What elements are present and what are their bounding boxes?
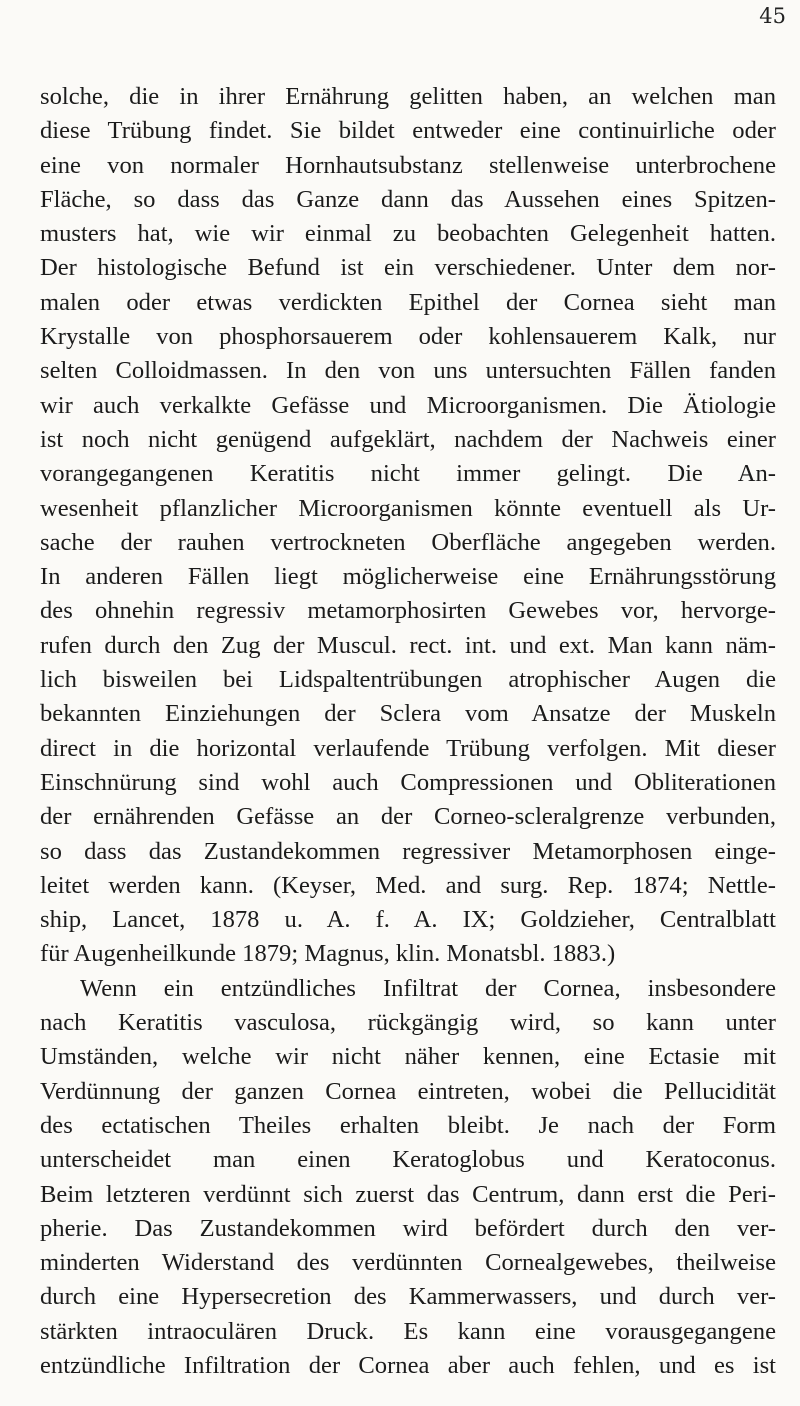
text-line: direct in die horizontal verlaufende Trübung verfolgen. Mit dieser [40,734,776,762]
body-text [40,80,776,1383]
text-line: ship, Lancet, 1878 u. A. f. A. IX; Goldzieher, Centralblatt [40,906,776,934]
text-line: wir auch verkalkte Gefässe und Microorganismen. Die Ätiologie [40,391,776,419]
text-line: des ectatischen Theiles erhalten bleibt. Je nach der Form [40,1111,776,1139]
text-line: Wenn ein entzündliches Infiltrat der Cornea, insbesondere [80,974,776,1002]
text-line: malen oder etwas verdickten Epithel der Cornea sieht man [40,288,776,316]
page-number: 45 [759,4,786,28]
text-line: selten Colloidmassen. In den von uns untersuchten Fällen fanden [40,357,776,385]
text-line: Umständen, welche wir nicht näher kennen, eine Ectasie mit [40,1043,776,1071]
text-line: solche, die in ihrer Ernährung gelitten haben, an welchen man [40,83,776,110]
text-line: rufen durch den Zug der Muscul. rect. int. und ext. Man kann näm- [40,631,776,659]
text-line: so dass das Zustandekommen regressiver Metamorphosen einge- [40,837,776,865]
text-line: wesenheit pflanzlicher Microorganismen könnte eventuell als Ur- [40,494,776,522]
text-line: In anderen Fällen liegt möglicherweise eine Ernährungsstörung [40,563,776,591]
text-line: Fläche, so dass das Ganze dann das Aussehen eines Spitzen- [40,185,776,213]
text-line: vorangegangenen Keratitis nicht immer gelingt. Die An- [40,460,776,488]
text-line: des ohnehin regressiv metamorphosirten Gewebes vor, hervorge- [40,597,776,625]
text-line: Krystalle von phosphorsauerem oder kohlensauerem Kalk, nur [40,323,776,351]
text-line: diese Trübung findet. Sie bildet entweder eine continuirliche oder [40,117,776,145]
text-line: leitet werden kann. (Keyser, Med. and surg. Rep. 1874; Nettle- [40,871,776,899]
text-line: pherie. Das Zustandekommen wird befördert durch den ver- [40,1214,776,1242]
text-line: nach Keratitis vasculosa, rückgängig wird, so kann unter [40,1009,776,1037]
text-line: Verdünnung der ganzen Cornea eintreten, wobei die Pellucidität [40,1077,776,1105]
text-line: minderten Widerstand des verdünnten Cornealgewebes, theilweise [40,1249,776,1277]
text-line: bekannten Einziehungen der Sclera vom Ansatze der Muskeln [40,700,776,728]
text-line: Einschnürung sind wohl auch Compressionen und Obliterationen [40,768,776,796]
text-line: sache der rauhen vertrockneten Oberfläche angegeben werden. [40,528,776,556]
text-line: stärkten intraoculären Druck. Es kann eine vorausgegangene [40,1317,776,1345]
text-line: eine von normaler Hornhautsubstanz stellenweise unterbrochene [40,151,776,179]
text-line: entzündliche Infiltration der Cornea aber auch fehlen, und es ist [40,1351,776,1379]
text-line: durch eine Hypersecretion des Kammerwassers, und durch ver- [40,1283,776,1311]
text-line: Beim letzteren verdünnt sich zuerst das Centrum, dann erst die Peri- [40,1180,776,1208]
text-line: der ernährenden Gefässe an der Corneo-scleralgrenze verbunden, [40,803,776,831]
text-line: für Augenheilkunde 1879; Magnus, klin. Monatsbl. 1883.) [40,940,616,968]
text-line: ist noch nicht genügend aufgeklärt, nachdem der Nachweis einer [40,425,776,453]
text-line: Der histologische Befund ist ein verschiedener. Unter dem nor- [40,254,776,282]
text-line: musters hat, wie wir einmal zu beobachten Gelegenheit hatten. [40,220,776,248]
text-line: unterscheidet man einen Keratoglobus und Keratoconus. [40,1146,776,1174]
text-line: lich bisweilen bei Lidspaltentrübungen atrophischer Augen die [40,666,776,694]
